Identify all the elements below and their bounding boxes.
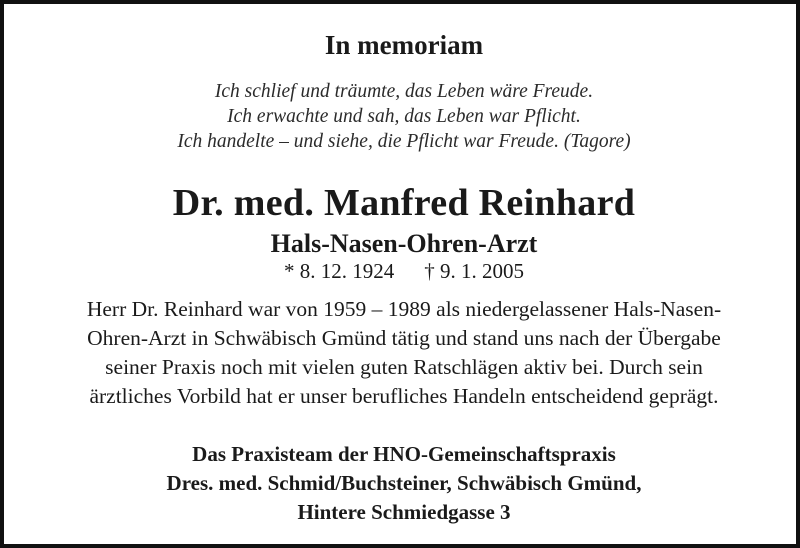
signature-line: Das Praxisteam der HNO-Gemeinschaftspraxis bbox=[192, 442, 616, 466]
deceased-name: Dr. med. Manfred Reinhard bbox=[172, 182, 636, 224]
quote-line: Ich handelte – und siehe, die Pflicht war Freude. (Tagore) bbox=[177, 131, 631, 152]
quote-line: Ich erwachte und sah, das Leben war Pflicht. bbox=[227, 106, 581, 127]
body-line: seiner Praxis noch mit vielen guten Ratschlägen aktiv bei. Durch sein bbox=[105, 355, 703, 379]
body-line: ärztliches Vorbild hat er unser berufliches Handeln entscheidend geprägt. bbox=[89, 384, 719, 408]
profession: Hals-Nasen-Ohren-Arzt bbox=[270, 229, 538, 258]
birth-date: * 8. 12. 1924 bbox=[284, 259, 395, 283]
life-dates bbox=[4, 259, 800, 284]
death-date: † 9. 1. 2005 bbox=[424, 259, 524, 283]
quote-line: Ich schlief und träumte, das Leben wäre Freude. bbox=[214, 81, 594, 102]
body-line: Herr Dr. Reinhard war von 1959 – 1989 als niedergelassener Hals-Nasen- bbox=[86, 297, 722, 321]
signature-line: Dres. med. Schmid/Buchsteiner, Schwäbisch Gmünd, bbox=[166, 471, 642, 495]
signature-line: Hintere Schmiedgasse 3 bbox=[297, 500, 511, 524]
heading: In memoriam bbox=[324, 30, 484, 60]
body-line: Ohren-Arzt in Schwäbisch Gmünd tätig und stand uns nach der Übergabe bbox=[87, 326, 721, 350]
